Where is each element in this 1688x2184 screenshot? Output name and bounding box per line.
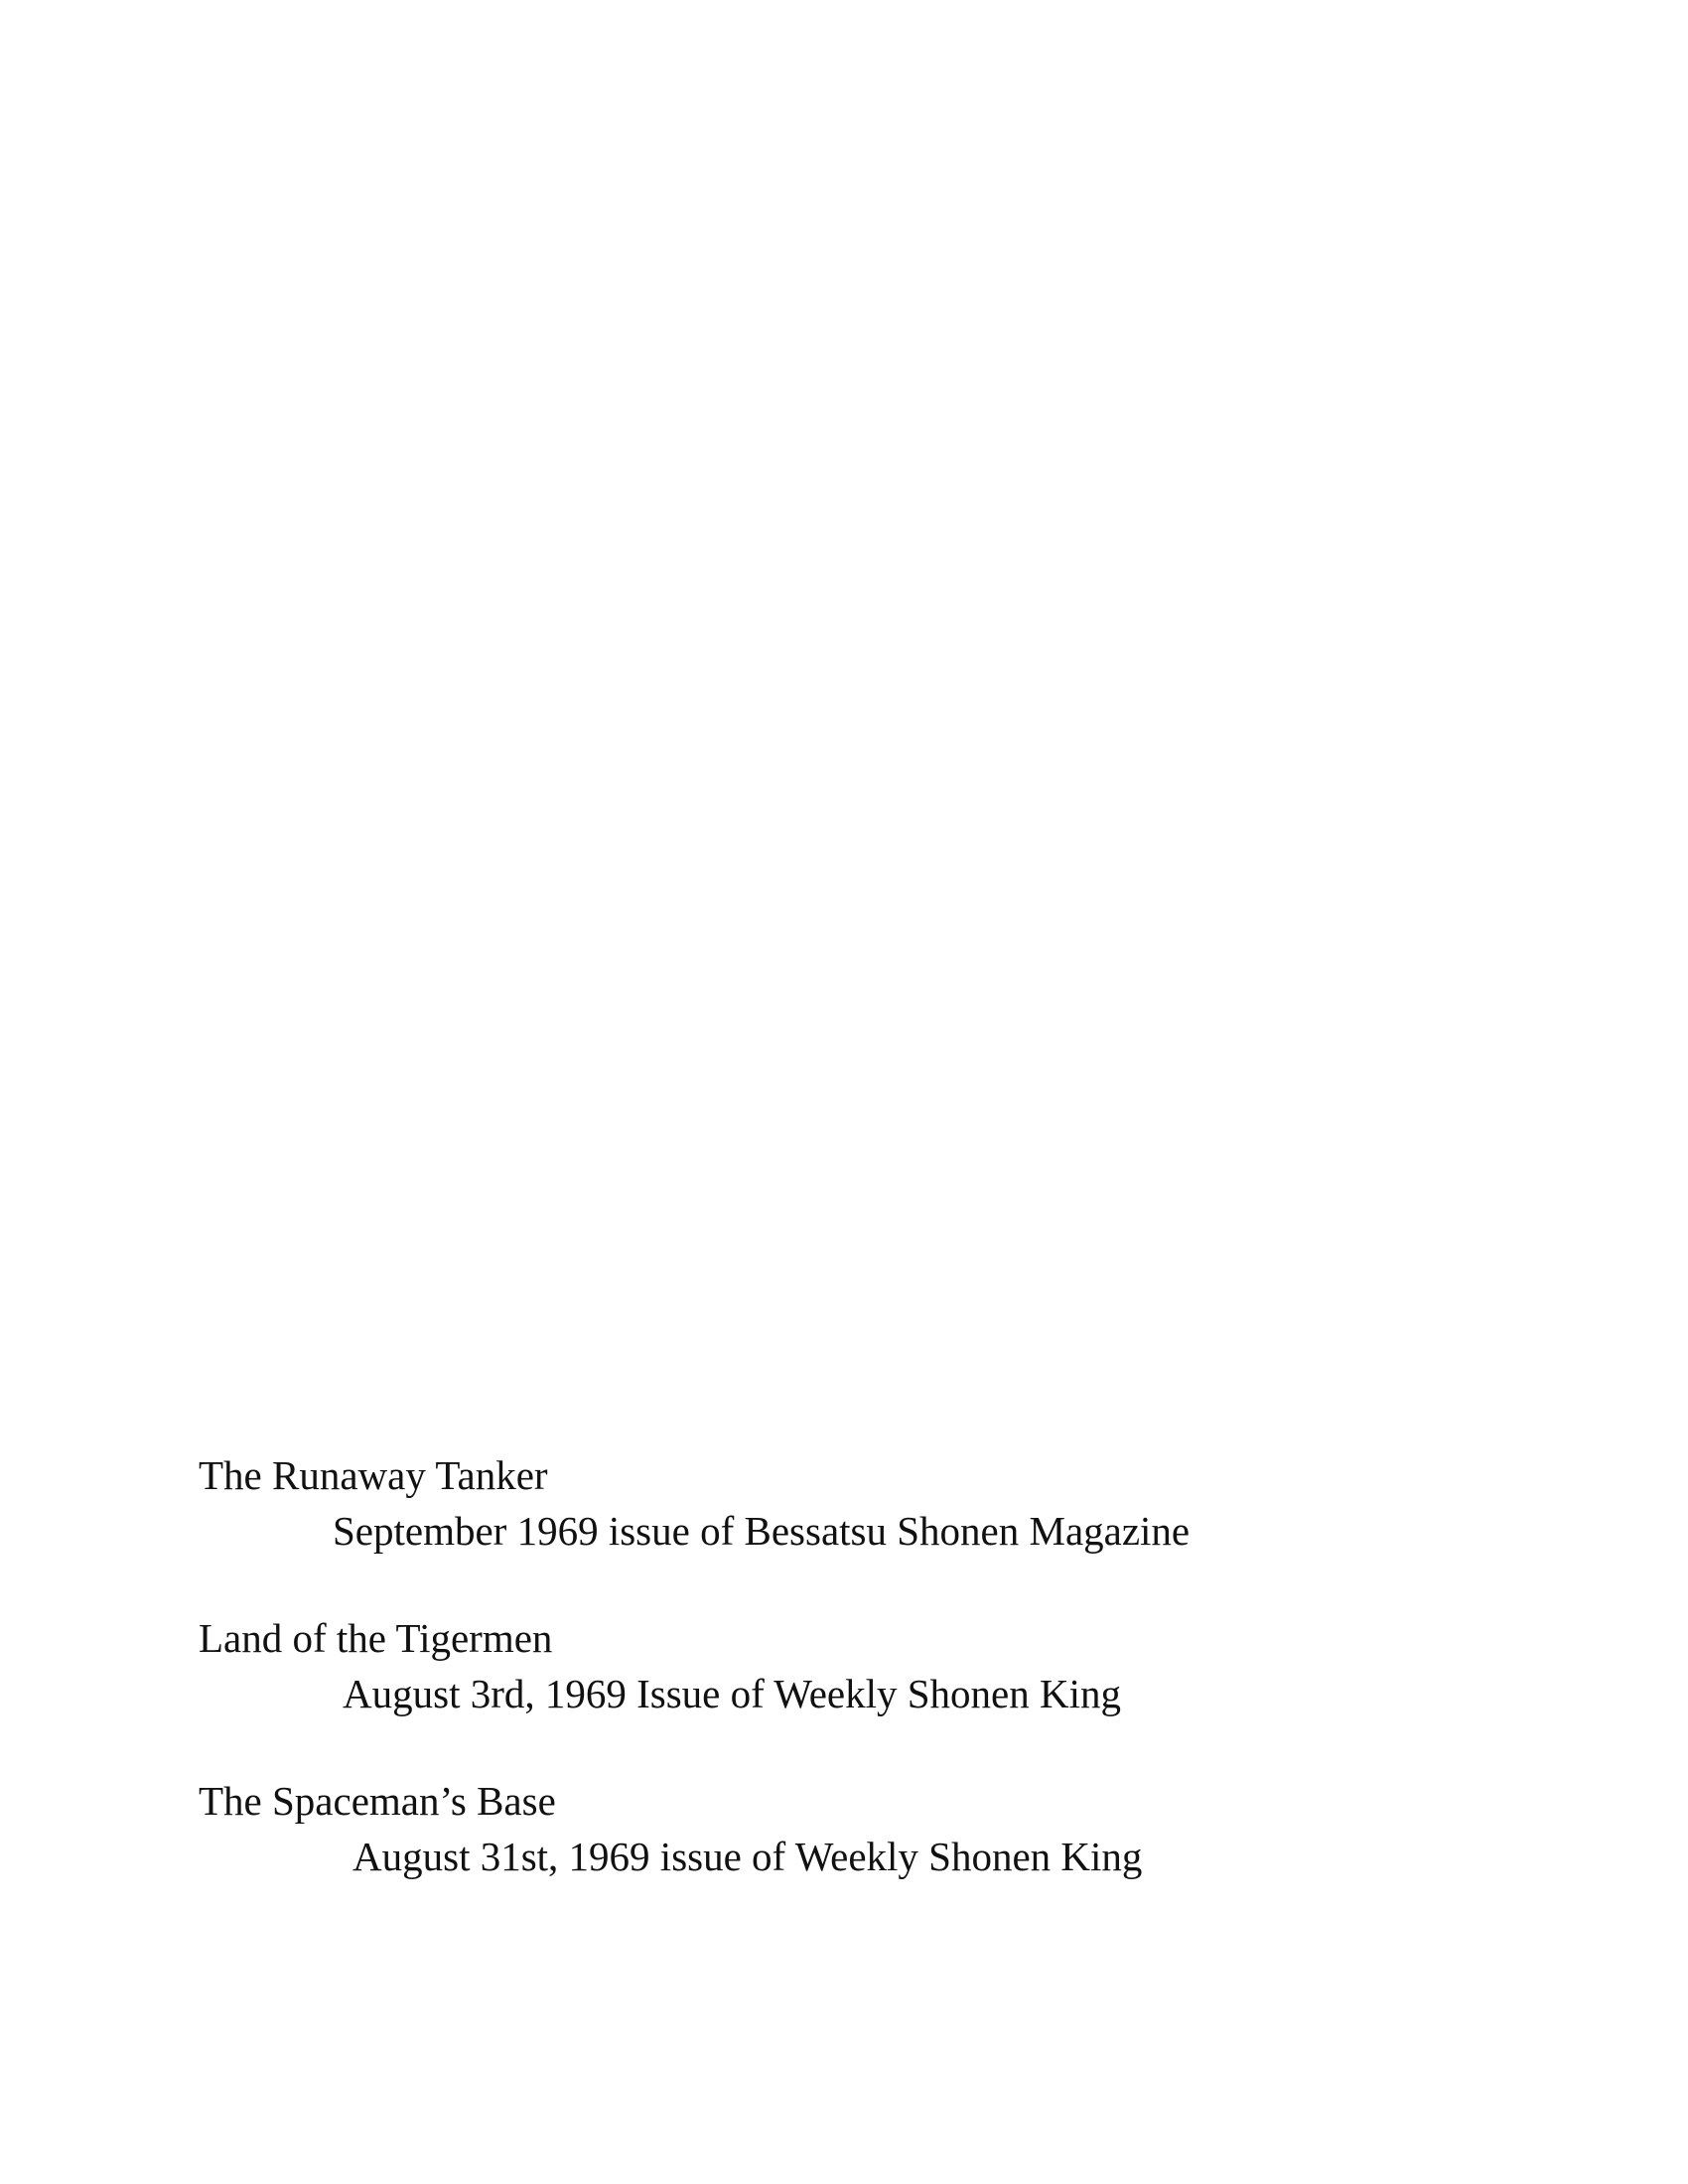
publication-source: September 1969 issue of Bessatsu Shonen Magazine <box>333 1508 1191 1554</box>
publication-credits-list <box>199 1447 1489 1936</box>
publication-source: August 31st, 1969 issue of Weekly Shonen King <box>352 1834 1143 1879</box>
credit-entry <box>199 1610 1489 1721</box>
story-title: Land of the Tigermen <box>199 1615 553 1661</box>
credit-entry <box>199 1447 1489 1559</box>
story-title: The Spaceman’s Base <box>199 1778 556 1824</box>
story-title: The Runaway Tanker <box>199 1452 548 1498</box>
publication-source: August 3rd, 1969 Issue of Weekly Shonen King <box>343 1671 1121 1716</box>
credit-entry <box>199 1773 1489 1884</box>
